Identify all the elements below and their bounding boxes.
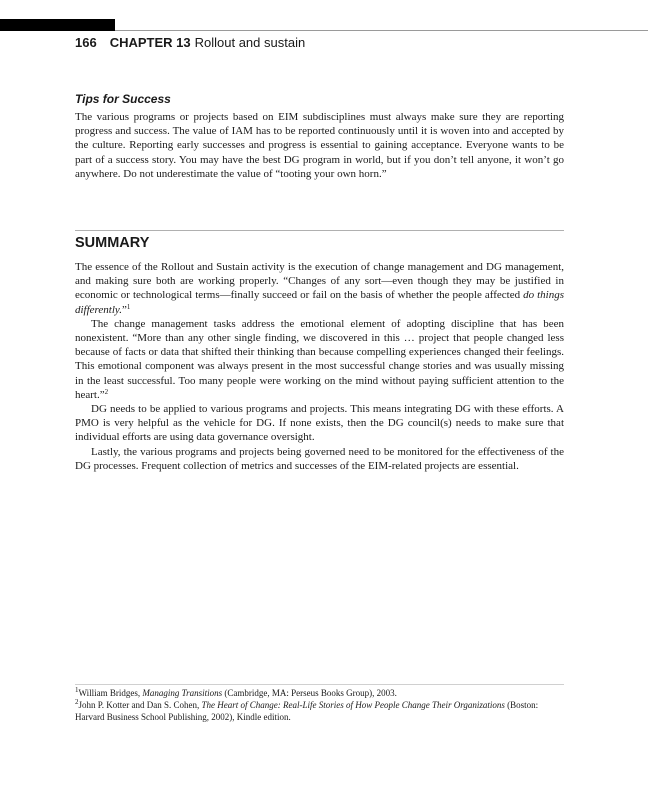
page-number: 166 — [75, 35, 97, 50]
summary-paragraph-2: The change management tasks address the emotional element of adopting discipline that has been nonexistent. “More than any other single finding, we discovered in this … project that people changed less because of facts or data that shifted their thinking than because compelling experiences changed their feelings. This emotional component was always present in the most successful change stories and was usually missing in the least successful. Too many people were working on the mind without paying sufficient attention to the heart.”$^2$ — [75, 317, 564, 401]
footnote-ref-1: 1 — [126, 302, 131, 311]
header-rule — [115, 30, 648, 31]
chapter-label: CHAPTER 13 — [109, 35, 191, 50]
summary-paragraph-1: The essence of the Rollout and Sustain activity is the execution of change management and DG management, and making sure both are working properly. “Changes of any sort—even though they may be justified in economic or technological terms—finally succeed or fail on the basis of whether the people affected do things differently.”$^1$ — [75, 261, 564, 316]
summary-paragraph-4: Lastly, the various programs and projects being governed need to be monitored for the effectiveness of the DG processes. Frequent collection of metrics and successes of the EIM-related projects are essential. — [75, 445, 564, 472]
summary-paragraph-3: DG needs to be applied to various programs and projects. This means integrating DG with these efforts. A PMO is very helpful as the vehicle for DG. If none exists, then the DG council(s) needs to make sure that individual efforts are using data governance oversight. — [75, 403, 564, 444]
header-black-bar — [0, 19, 115, 31]
chapter-title: Rollout and sustain — [194, 35, 306, 50]
footnote-2: $^2$John P. Kotter and Dan S. Cohen, The Heart of Change: Real-Life Stories of How People Change Their Organizations (Boston: Harvard Business School Publishing, 2002), Kindle edition. — [75, 698, 539, 722]
running-header — [75, 35, 305, 50]
footnotes — [75, 687, 564, 723]
tips-heading: Tips for Success — [75, 92, 171, 106]
summary-body — [75, 260, 564, 473]
section-divider — [75, 230, 564, 231]
summary-heading: SUMMARY — [75, 235, 150, 251]
footnote-ref-2: 2 — [104, 387, 109, 396]
footnote-1: $^1$William Bridges, Managing Transitions (Cambridge, MA: Perseus Books Group), 2003. — [75, 686, 397, 698]
tips-body: The various programs or projects based on EIM subdisciplines must always make sure they are reporting progress and success. The value of IAM has to be reported continuously until it is woven into and accepted by the culture. Reporting early successes and progress is essential to gaining acceptance. Everyone wants to be part of a success story. You may have the best DG program in world, but if you don’t tell anyone, it won’t go anywhere. Do not underestimate the value of “tooting your own horn.” — [75, 111, 564, 180]
footnote-rule — [75, 684, 564, 685]
